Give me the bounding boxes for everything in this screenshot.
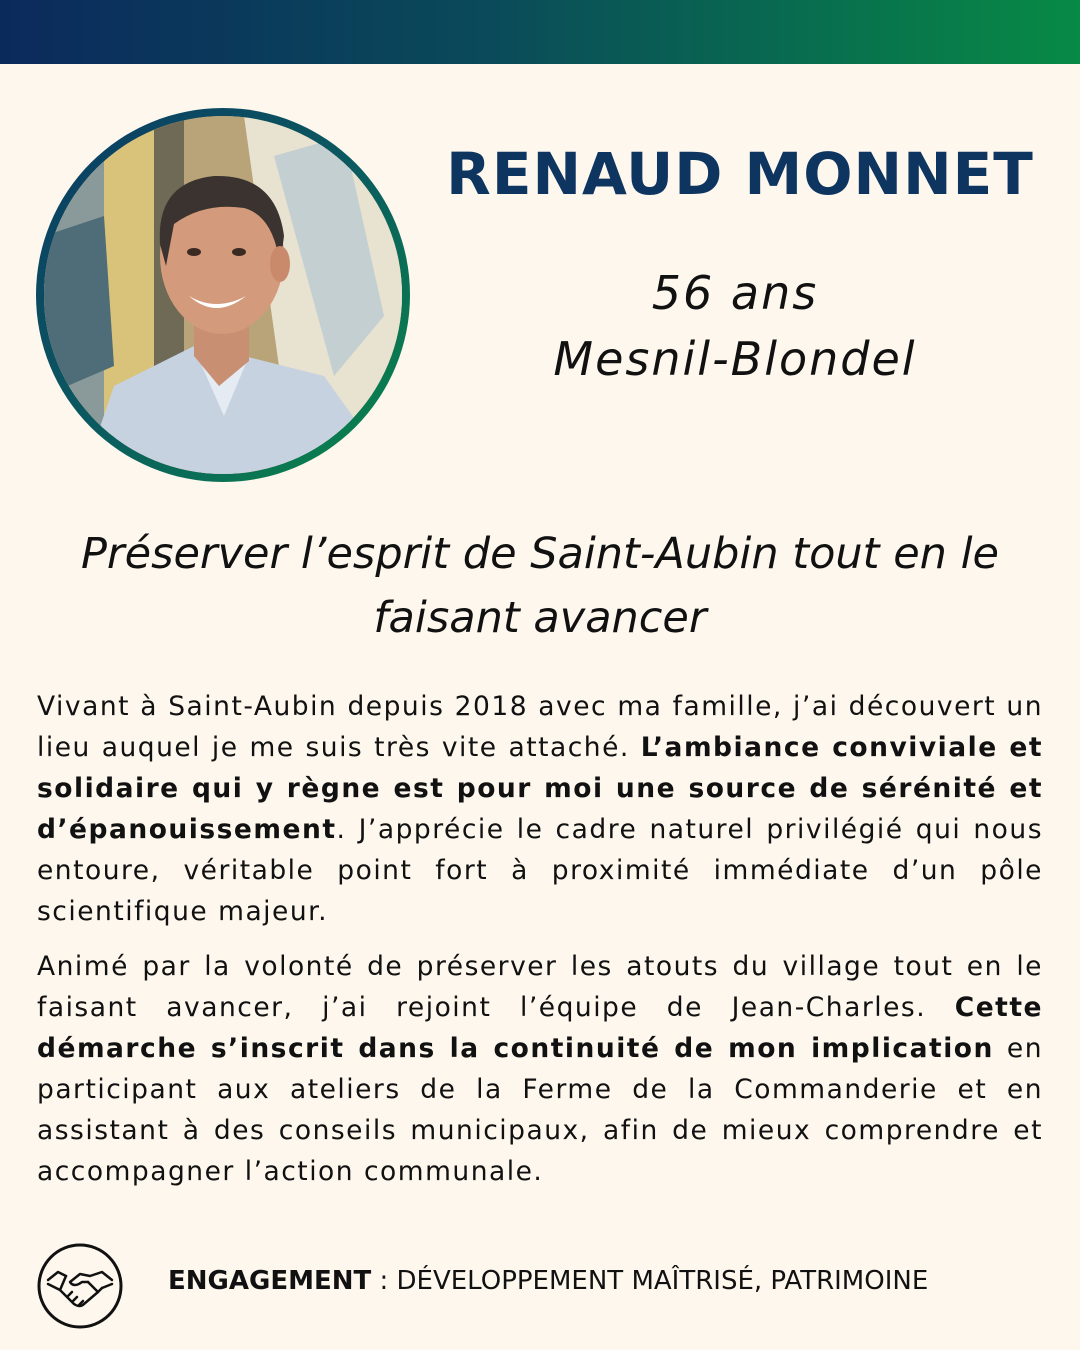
bio-paragraph-2 (37, 946, 1043, 1192)
engagement-line (168, 1266, 1048, 1296)
engagement-separator: : (371, 1266, 397, 1296)
portrait-frame (36, 108, 410, 482)
bio-text: . J’apprécie le cadre naturel privilégié qui nous entoure, véritable point fort à proximité immédiate d’un pôle scientifique majeur. (37, 814, 1043, 927)
candidate-town: Mesnil-Blondel (553, 332, 917, 386)
portrait-photo (44, 116, 402, 474)
bio-text: en participant aux ateliers de la Ferme de la Commanderie et en assistant à des conseils municipaux, afin de mieux comprendre et accompagner l’action communale. (37, 1033, 1043, 1187)
slogan: Préserver l’esprit de Saint-Aubin tout en le faisant avancer (81, 529, 999, 643)
engagement-label: ENGAGEMENT (168, 1266, 372, 1296)
candidate-name: RENAUD MONNET (446, 140, 1034, 208)
bio-text: Animé par la volonté de préserver les atouts du village tout en le faisant avancer, j’ai rejoint l’équipe de Jean-Charles. (37, 951, 1043, 1023)
bio-highlight: Cette démarche s’inscrit dans la continuité de mon implication (37, 992, 1043, 1064)
handshake-icon (36, 1242, 124, 1330)
candidate-age: 56 ans (651, 266, 819, 320)
engagement-value: DÉVELOPPEMENT MAÎTRISÉ, PATRIMOINE (396, 1266, 929, 1296)
bio-text: Vivant à Saint-Aubin depuis 2018 avec ma famille, j’ai découvert un lieu auquel je me suis très vite attaché. (37, 691, 1043, 763)
bio-highlight: L’ambiance conviviale et solidaire qui y règne est pour moi une source de sérénité et d’épanouissement (37, 732, 1043, 845)
bio-paragraph-1 (37, 686, 1043, 932)
top-gradient-bar (0, 0, 1080, 64)
